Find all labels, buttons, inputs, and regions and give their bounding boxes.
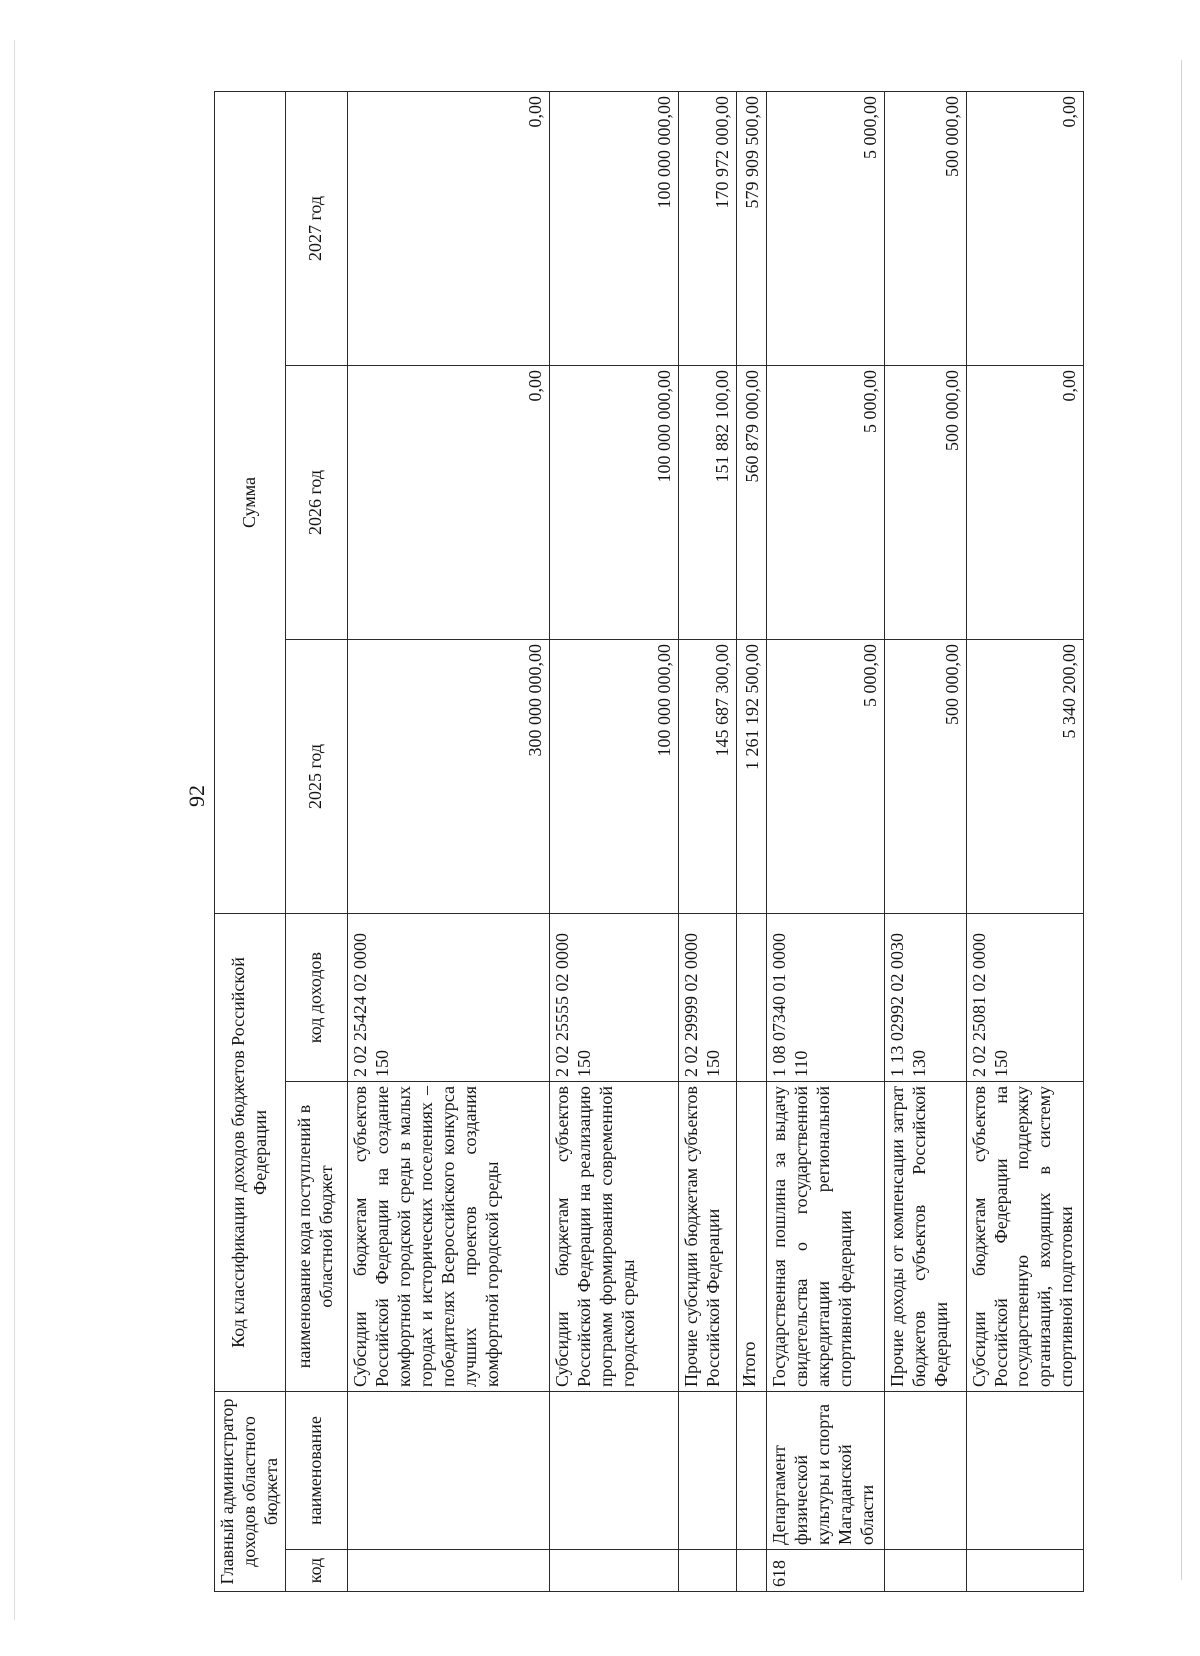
income-name-cell: Субсидии бюджетам субъектов Российской Федерации на создание комфортной городской среды в малых городах и исторических поселениях – победителях Всероссийского конкурса лучших проектов создания комфортной городской среды (347, 1082, 550, 1392)
income-code-cell: 2 02 25424 02 0000 150 (347, 914, 550, 1082)
admin-name-cell (736, 1392, 767, 1550)
amount-2025-cell: 5 340 200,00 (966, 640, 1083, 914)
sum-group-header: Сумма (215, 91, 286, 913)
income-name-cell: Государственная пошлина за выдачу свидетельства о государственной аккредитации региональной спортивной федерации (767, 1082, 884, 1392)
admin-name-cell (884, 1392, 966, 1550)
amount-2026-cell: 0,00 (966, 366, 1083, 640)
amount-2026-cell: 5 000,00 (767, 366, 884, 640)
table-row (966, 91, 1083, 1591)
total-2026-cell: 560 879 000,00 (736, 366, 767, 640)
amount-2027-cell: 0,00 (966, 91, 1083, 365)
table-row (347, 91, 550, 1591)
admin-code-cell: 618 (767, 1550, 884, 1592)
amount-2026-cell: 500 000,00 (884, 366, 966, 640)
rotated-table-wrapper (214, 92, 1084, 1592)
income-code-cell: 1 08 07340 01 0000 110 (767, 914, 884, 1082)
year-2027-header: 2027 год (285, 91, 347, 365)
income-code-cell: 2 02 25555 02 0000 150 (550, 914, 679, 1082)
amount-2026-cell: 100 000 000,00 (550, 366, 679, 640)
amount-2025-cell: 100 000 000,00 (550, 640, 679, 914)
amount-2027-cell: 0,00 (347, 91, 550, 365)
revenue-table (214, 91, 1084, 1592)
total-2025-cell: 1 261 192 500,00 (736, 640, 767, 914)
income-name-cell: Прочие субсидии бюджетам субъектов Российской Федерации (679, 1082, 736, 1392)
amount-2027-cell: 170 972 000,00 (679, 91, 736, 365)
admin-group-header: Главный администратор доходов областного бюджета (215, 1392, 286, 1592)
admin-name-cell (679, 1392, 736, 1550)
page-number: 92 (184, 785, 209, 807)
admin-name-cell: Департамент физической культуры и спорта Магаданской области (767, 1392, 884, 1550)
admin-name-cell (966, 1392, 1083, 1550)
scan-edge-left (14, 40, 15, 1620)
amount-2027-cell: 5 000,00 (767, 91, 884, 365)
scan-edge-right (1181, 60, 1182, 1580)
total-label: Итого (736, 1082, 767, 1392)
amount-2026-cell: 0,00 (347, 366, 550, 640)
amount-2026-cell: 151 882 100,00 (679, 366, 736, 640)
amount-2025-cell: 145 687 300,00 (679, 640, 736, 914)
classification-group-header: Код классификации доходов бюджетов Российской Федерации (215, 914, 286, 1392)
year-2026-header: 2026 год (285, 366, 347, 640)
total-2027-cell: 579 909 500,00 (736, 91, 767, 365)
table-row (679, 91, 736, 1591)
amount-2027-cell: 100 000 000,00 (550, 91, 679, 365)
income-code-cell: 1 13 02992 02 0030 130 (884, 914, 966, 1082)
admin-code-cell (347, 1550, 550, 1592)
admin-name-header: наименование (285, 1392, 347, 1550)
amount-2025-cell: 300 000 000,00 (347, 640, 550, 914)
total-row (736, 91, 767, 1591)
admin-name-cell (347, 1392, 550, 1550)
table-row (550, 91, 679, 1591)
income-code-cell: 2 02 25081 02 0000 150 (966, 914, 1083, 1082)
amount-2025-cell: 5 000,00 (767, 640, 884, 914)
table-row (884, 91, 966, 1591)
income-code-cell (736, 914, 767, 1082)
admin-code-cell (736, 1550, 767, 1592)
admin-name-cell (550, 1392, 679, 1550)
admin-code-cell (550, 1550, 679, 1592)
admin-code-header: код (285, 1550, 347, 1592)
income-name-cell: Прочие доходы от компенсации затрат бюджетов субъектов Российской Федерации (884, 1082, 966, 1392)
income-name-cell: Субсидии бюджетам субъектов Российской Федерации на реализацию программ формирования современной городской среды (550, 1082, 679, 1392)
income-code-header: код доходов (285, 914, 347, 1082)
table-row (767, 91, 884, 1591)
amount-2027-cell: 500 000,00 (884, 91, 966, 365)
amount-2025-cell: 500 000,00 (884, 640, 966, 914)
income-name-cell: Субсидии бюджетам субъектов Российской Федерации на государственную поддержку организаций, входящих в систему спортивной подготовки (966, 1082, 1083, 1392)
income-code-cell: 2 02 29999 02 0000 150 (679, 914, 736, 1082)
admin-code-cell (884, 1550, 966, 1592)
year-2025-header: 2025 год (285, 640, 347, 914)
admin-code-cell (966, 1550, 1083, 1592)
admin-code-cell (679, 1550, 736, 1592)
income-name-header: наименование кода поступлений в областной бюджет (285, 1082, 347, 1392)
